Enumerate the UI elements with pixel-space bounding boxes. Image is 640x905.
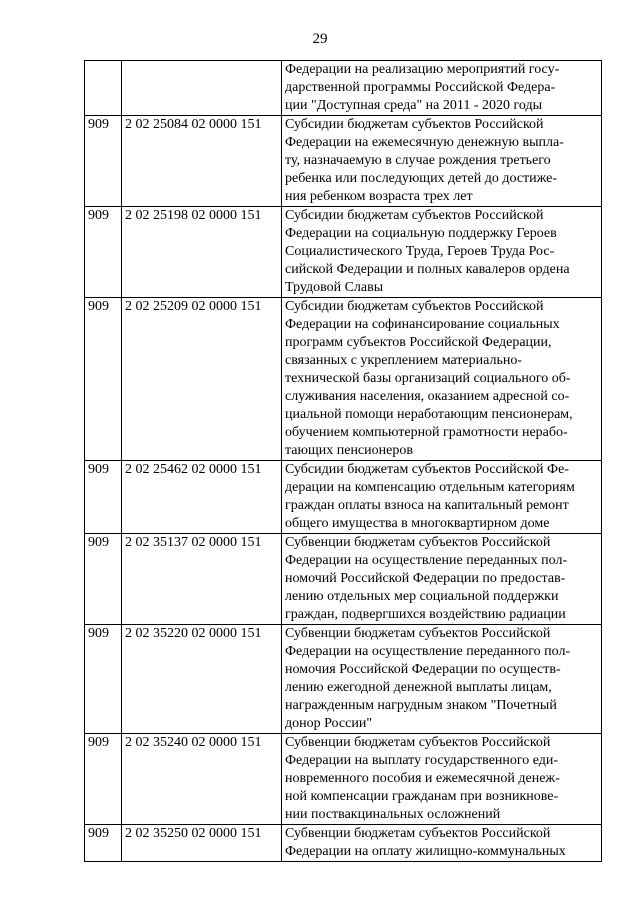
description-line: Субсидии бюджетам субъектов Российской Фе-: [285, 462, 569, 477]
description-line: Субсидии бюджетам субъектов Российской: [285, 117, 544, 132]
admin-code-cell: 909: [85, 534, 122, 625]
description-line: Субсидии бюджетам субъектов Российской: [285, 299, 544, 314]
budget-code-cell: 2 02 35240 02 0000 151: [122, 734, 282, 825]
table-row: [85, 825, 602, 862]
table-row: [85, 625, 602, 734]
admin-code-cell: 909: [85, 298, 122, 461]
budget-code-cell: 2 02 35250 02 0000 151: [122, 825, 282, 862]
description-line: донор России": [285, 716, 373, 731]
page-number: 29: [312, 31, 328, 47]
description-cell: [282, 116, 602, 207]
budget-code-cell: 2 02 35220 02 0000 151: [122, 625, 282, 734]
description-line: тающих пенсионеров: [285, 443, 413, 458]
description-cell: [282, 625, 602, 734]
description-cell: [282, 734, 602, 825]
description-cell: [282, 825, 602, 862]
description-line: программ субъектов Российской Федерации,: [285, 335, 552, 350]
description-line: Федерации на осуществление переданного пол-: [285, 644, 571, 659]
description-line: Федерации на социальную поддержку Героев: [285, 226, 557, 241]
description-line: граждан, подвергшихся воздействию радиации: [285, 607, 566, 622]
description-line: ции "Доступная среда" на 2011 - 2020 годы: [285, 98, 543, 113]
description-line: сийской Федерации и полных кавалеров ордена: [285, 262, 570, 277]
table-row: [85, 534, 602, 625]
admin-code-cell: 909: [85, 207, 122, 298]
table-body: [85, 61, 602, 862]
description-line: циальной помощи неработающим пенсионерам,: [285, 407, 573, 422]
admin-code-cell: [85, 61, 122, 116]
description-line: награжденным нагрудным знаком "Почетный: [285, 698, 557, 713]
description-line: ной компенсации гражданам при возникнове-: [285, 789, 559, 804]
budget-code-cell: 2 02 25084 02 0000 151: [122, 116, 282, 207]
description-line: новременного пособия и ежемесячной денеж-: [285, 771, 560, 786]
description-line: ту, назначаемую в случае рождения третьего: [285, 153, 551, 168]
budget-code-cell: 2 02 35137 02 0000 151: [122, 534, 282, 625]
admin-code-cell: 909: [85, 734, 122, 825]
description-line: обучением компьютерной грамотности нерабо-: [285, 425, 568, 440]
description-line: Федерации на реализацию мероприятий госу-: [285, 62, 560, 77]
admin-code-cell: 909: [85, 461, 122, 534]
table-row: [85, 298, 602, 461]
description-line: граждан оплаты взноса на капитальный ремонт: [285, 498, 569, 513]
description-line: связанных с укреплением материально-: [285, 353, 522, 368]
description-line: Федерации на выплату государственного еди-: [285, 753, 559, 768]
table-row: [85, 461, 602, 534]
description-line: Субвенции бюджетам субъектов Российской: [285, 626, 551, 641]
description-line: Субсидии бюджетам субъектов Российской: [285, 208, 544, 223]
description-line: Субвенции бюджетам субъектов Российской: [285, 735, 551, 750]
budget-code-cell: [122, 61, 282, 116]
table-row: [85, 734, 602, 825]
description-line: Субвенции бюджетам субъектов Российской: [285, 826, 551, 841]
budget-code-cell: 2 02 25209 02 0000 151: [122, 298, 282, 461]
description-line: Трудовой Славы: [285, 280, 384, 295]
budget-classification-table: [84, 60, 602, 862]
description-line: номочия Российской Федерации по осуществ-: [285, 662, 561, 677]
description-line: Федерации на софинансирование социальных: [285, 317, 560, 332]
description-line: Федерации на оплату жилищно-коммунальных: [285, 844, 566, 859]
table-row: [85, 116, 602, 207]
description-line: Федерации на ежемесячную денежную выпла-: [285, 135, 564, 150]
description-line: лению отдельных мер социальной поддержки: [285, 589, 559, 604]
admin-code-cell: 909: [85, 625, 122, 734]
description-line: Федерации на осуществление переданных пол-: [285, 553, 568, 568]
description-cell: [282, 61, 602, 116]
description-line: ребенка или последующих детей до достиже-: [285, 171, 558, 186]
table-row: [85, 207, 602, 298]
description-line: общего имущества в многоквартирном доме: [285, 516, 550, 531]
description-line: номочий Российской Федерации по предостав-: [285, 571, 566, 586]
description-cell: [282, 534, 602, 625]
description-line: технической базы организаций социального об-: [285, 371, 571, 386]
description-line: служивания населения, оказанием адресной со-: [285, 389, 570, 404]
table-row: [85, 61, 602, 116]
admin-code-cell: 909: [85, 116, 122, 207]
budget-code-cell: 2 02 25198 02 0000 151: [122, 207, 282, 298]
description-cell: [282, 207, 602, 298]
description-line: Социалистического Труда, Героев Труда Рос-: [285, 244, 555, 259]
description-cell: [282, 461, 602, 534]
description-cell: [282, 298, 602, 461]
description-line: нии поствакцинальных осложнений: [285, 807, 501, 822]
description-line: Субвенции бюджетам субъектов Российской: [285, 535, 551, 550]
budget-code-cell: 2 02 25462 02 0000 151: [122, 461, 282, 534]
admin-code-cell: 909: [85, 825, 122, 862]
description-line: дарственной программы Российской Федера-: [285, 80, 556, 95]
description-line: лению ежегодной денежной выплаты лицам,: [285, 680, 552, 695]
description-line: ния ребенком возраста трех лет: [285, 189, 473, 204]
description-line: дерации на компенсацию отдельным категориям: [285, 480, 575, 495]
